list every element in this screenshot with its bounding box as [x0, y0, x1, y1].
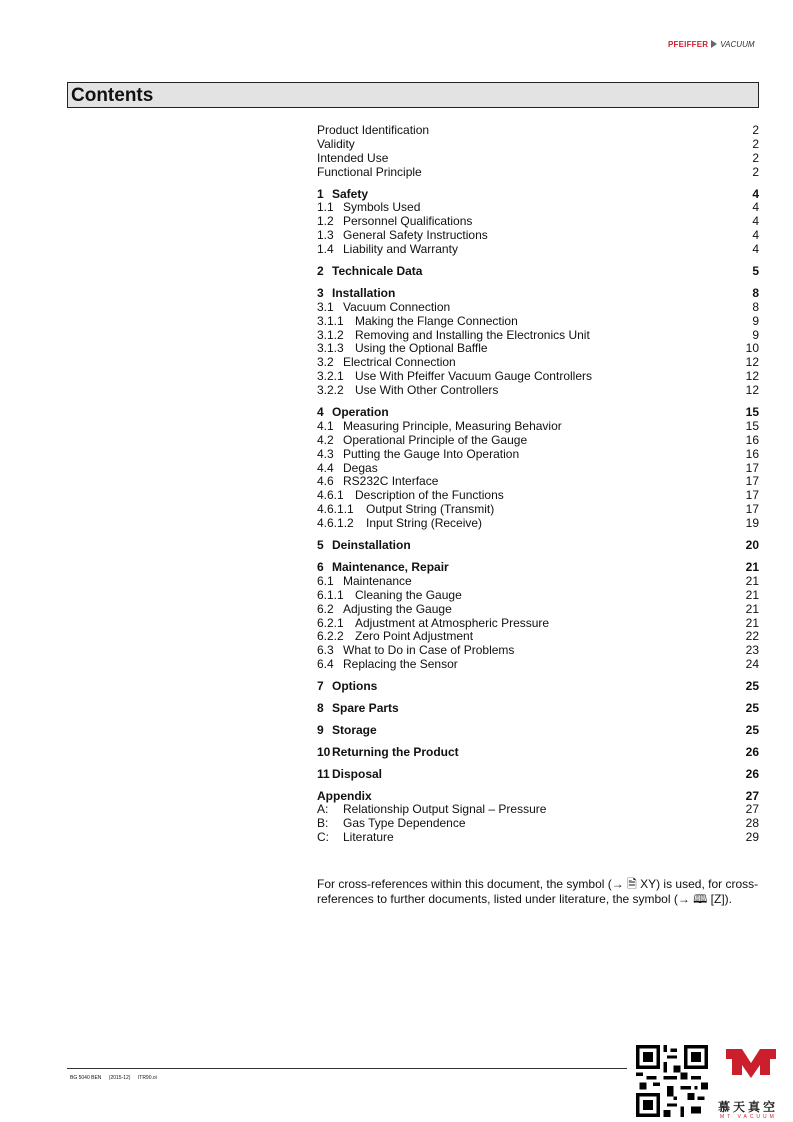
- footer-divider: [67, 1068, 627, 1069]
- toc-entry-label: RS232C Interface: [343, 474, 439, 489]
- toc-entry-page: 8: [752, 299, 759, 314]
- toc-entry[interactable]: [317, 434, 759, 448]
- toc-entry-number: 3.1.2: [317, 327, 344, 342]
- toc-entry-number: 4.6: [317, 474, 334, 489]
- pfeiffer-logo: [668, 40, 755, 49]
- toc-entry-page: 4: [752, 228, 759, 243]
- toc-entry-label: Installation: [332, 285, 396, 300]
- toc-gap: [317, 716, 759, 724]
- toc-entry[interactable]: [317, 329, 759, 343]
- toc-entry-label: Liability and Warranty: [343, 242, 458, 257]
- toc-entry-number: 5: [317, 538, 324, 553]
- page-title: Contents: [71, 85, 154, 106]
- page-title-bar: [67, 82, 759, 108]
- toc-entry[interactable]: [317, 603, 759, 617]
- cross-reference-note: For cross-references within this document, the symbol (→ 🗎 XY) is used, for cross-references to further documents, listed under literature, the symbol (→ 🕮 [Z]).: [317, 877, 759, 906]
- toc-entry-label: Using the Optional Baffle: [355, 341, 488, 356]
- toc-entry-page: 17: [745, 488, 759, 503]
- toc-entry-label: Adjusting the Gauge: [343, 601, 452, 616]
- toc-entry-page: 27: [745, 802, 759, 817]
- toc-entry-number: 4: [317, 405, 324, 420]
- toc-entry-page: 15: [745, 405, 759, 420]
- toc-entry-number: 3: [317, 285, 324, 300]
- toc-entry-page: 20: [745, 538, 759, 553]
- toc-entry-number: 4.6.1: [317, 488, 344, 503]
- toc-entry-number: 4.4: [317, 460, 334, 475]
- toc-entry-page: 2: [752, 136, 759, 151]
- toc-entry-label: Vacuum Connection: [343, 299, 451, 314]
- toc-entry-page: 21: [745, 601, 759, 616]
- toc-entry-number: 4.1: [317, 418, 334, 433]
- toc-entry-number: 3.1.3: [317, 341, 344, 356]
- toc-entry-page: 8: [752, 285, 759, 300]
- toc-entry[interactable]: [317, 448, 759, 462]
- toc-entry-page: 9: [752, 327, 759, 342]
- toc-entry[interactable]: [317, 803, 759, 817]
- toc-entry[interactable]: [317, 790, 759, 804]
- toc-entry[interactable]: [317, 188, 759, 202]
- toc-entry-label: Functional Principle: [317, 164, 422, 179]
- toc-entry-number: 4.6.1.2: [317, 516, 354, 531]
- toc-entry-label: Personnel Qualifications: [343, 214, 473, 229]
- toc-entry-label: Storage: [332, 722, 377, 737]
- toc-entry-number: 1.1: [317, 200, 334, 215]
- toc-entry-number: 10: [317, 744, 331, 759]
- logo-arrow-icon: [711, 40, 717, 48]
- toc-entry-label: Safety: [332, 186, 369, 201]
- brand-sub: VACUUM: [720, 40, 755, 49]
- toc-entry[interactable]: [317, 406, 759, 420]
- toc-entry-number: 6.1: [317, 573, 334, 588]
- toc-entry-number: C:: [317, 830, 329, 845]
- toc-entry-page: 17: [745, 460, 759, 475]
- toc-entry-page: 4: [752, 200, 759, 215]
- toc-entry[interactable]: [317, 342, 759, 356]
- toc-entry-number: 6.2: [317, 601, 334, 616]
- toc-entry[interactable]: [317, 215, 759, 229]
- toc-entry-number: 3.2.1: [317, 369, 344, 384]
- toc-entry-page: 29: [745, 830, 759, 845]
- toc-entry[interactable]: [317, 420, 759, 434]
- toc-entry-label: Zero Point Adjustment: [355, 629, 474, 644]
- toc-entry-page: 4: [752, 214, 759, 229]
- toc-entry[interactable]: [317, 124, 759, 138]
- toc-entry-label: Putting the Gauge Into Operation: [343, 446, 520, 461]
- toc-entry-page: 19: [745, 516, 759, 531]
- toc-entry-number: 3.2: [317, 355, 334, 370]
- toc-entry[interactable]: [317, 702, 759, 716]
- toc-entry-label: Intended Use: [317, 150, 389, 165]
- toc-entry-label: Electrical Connection: [343, 355, 456, 370]
- toc-entry-label: Operational Principle of the Gauge: [343, 432, 528, 447]
- toc-entry-number: 6.2.2: [317, 629, 344, 644]
- toc-entry-page: 15: [745, 418, 759, 433]
- toc-entry[interactable]: [317, 287, 759, 301]
- toc-entry-label: Degas: [343, 460, 378, 475]
- toc-entry[interactable]: [317, 370, 759, 384]
- toc-entry-label: Description of the Functions: [355, 488, 504, 503]
- toc-gap: [317, 760, 759, 768]
- toc-entry-page: 21: [745, 573, 759, 588]
- toc-entry[interactable]: [317, 384, 759, 398]
- toc-entry-number: 2: [317, 264, 324, 279]
- toc-entry-page: 26: [745, 744, 759, 759]
- toc-entry[interactable]: [317, 265, 759, 279]
- table-of-contents: [317, 124, 759, 845]
- qr-code-icon: [636, 1045, 708, 1117]
- toc-entry-page: 4: [752, 186, 759, 201]
- toc-entry-page: 9: [752, 313, 759, 328]
- toc-entry-page: 16: [745, 446, 759, 461]
- toc-entry-page: 12: [745, 383, 759, 398]
- toc-gap: [317, 782, 759, 790]
- toc-entry-label: Appendix: [317, 788, 372, 803]
- toc-entry[interactable]: [317, 152, 759, 166]
- toc-entry-label: General Safety Instructions: [343, 228, 488, 243]
- toc-entry[interactable]: [317, 201, 759, 215]
- toc-entry-page: 2: [752, 164, 759, 179]
- toc-entry-label: Measuring Principle, Measuring Behavior: [343, 418, 562, 433]
- toc-entry-number: 1: [317, 186, 324, 201]
- toc-entry-number: 4.2: [317, 432, 334, 447]
- toc-entry[interactable]: [317, 539, 759, 553]
- toc-entry-label: Symbols Used: [343, 200, 421, 215]
- toc-entry[interactable]: [317, 243, 759, 257]
- toc-entry-number: 9: [317, 722, 324, 737]
- toc-entry-number: 1.4: [317, 242, 334, 257]
- toc-entry-page: 17: [745, 502, 759, 517]
- toc-entry-page: 21: [745, 559, 759, 574]
- toc-entry-page: 25: [745, 679, 759, 694]
- footer-doc-id: BG 5040 BEN: [70, 1075, 102, 1081]
- footer-date: (2015-12): [108, 1075, 131, 1081]
- toc-entry-label: What to Do in Case of Problems: [343, 643, 515, 658]
- toc-entry-page: 2: [752, 123, 759, 137]
- toc-entry-number: 6.3: [317, 643, 334, 658]
- toc-entry[interactable]: [317, 630, 759, 644]
- toc-entry-number: 11: [317, 766, 330, 781]
- toc-entry-label: Removing and Installing the Electronics Unit: [355, 327, 590, 342]
- toc-entry-number: 3.1: [317, 299, 334, 314]
- toc-entry-number: 7: [317, 679, 324, 694]
- toc-entry-label: Adjustment at Atmospheric Pressure: [355, 615, 550, 630]
- toc-entry-page: 17: [745, 474, 759, 489]
- toc-entry[interactable]: [317, 680, 759, 694]
- toc-gap: [317, 180, 759, 188]
- toc-entry-page: 25: [745, 700, 759, 715]
- toc-entry-number: 6.4: [317, 657, 334, 672]
- toc-entry[interactable]: [317, 768, 759, 782]
- toc-entry-label: Gas Type Dependence: [343, 816, 466, 831]
- toc-entry-page: 5: [752, 264, 759, 279]
- toc-entry-label: Making the Flange Connection: [355, 313, 518, 328]
- toc-entry-label: Disposal: [332, 766, 383, 781]
- toc-entry-label: Input String (Receive): [366, 516, 483, 531]
- toc-entry-page: 27: [745, 788, 759, 803]
- toc-entry-label: Returning the Product: [332, 744, 459, 759]
- toc-entry[interactable]: [317, 831, 759, 845]
- toc-entry[interactable]: [317, 817, 759, 831]
- toc-entry-label: Spare Parts: [332, 700, 399, 715]
- toc-entry-number: 3.2.2: [317, 383, 344, 398]
- footer: [70, 1075, 163, 1081]
- toc-entry[interactable]: [317, 356, 759, 370]
- toc-entry-page: 2: [752, 150, 759, 165]
- toc-entry[interactable]: [317, 517, 759, 531]
- toc-entry-page: 24: [745, 657, 759, 672]
- toc-entry-page: 22: [745, 629, 759, 644]
- toc-entry[interactable]: [317, 644, 759, 658]
- toc-entry-number: 8: [317, 700, 324, 715]
- toc-entry-label: Maintenance, Repair: [332, 559, 449, 574]
- toc-entry-number: 6.1.1: [317, 587, 344, 602]
- toc-entry-label: Technicale Data: [332, 264, 423, 279]
- toc-entry-number: B:: [317, 816, 329, 831]
- toc-entry-label: Literature: [343, 830, 394, 845]
- toc-entry-label: Product Identification: [317, 123, 430, 137]
- toc-entry-page: 21: [745, 615, 759, 630]
- toc-entry-label: Relationship Output Signal – Pressure: [343, 802, 547, 817]
- toc-entry-page: 4: [752, 242, 759, 257]
- toc-entry-label: Use With Pfeiffer Vacuum Gauge Controllers: [355, 369, 592, 384]
- toc-entry[interactable]: [317, 724, 759, 738]
- toc-entry[interactable]: [317, 561, 759, 575]
- toc-entry-label: Maintenance: [343, 573, 412, 588]
- toc-entry-number: 4.6.1.1: [317, 502, 354, 517]
- toc-entry[interactable]: [317, 166, 759, 180]
- toc-entry-label: Validity: [317, 136, 355, 151]
- toc-entry[interactable]: [317, 617, 759, 631]
- toc-entry-label: Operation: [332, 405, 389, 420]
- toc-entry[interactable]: [317, 138, 759, 152]
- toc-entry[interactable]: [317, 503, 759, 517]
- toc-entry[interactable]: [317, 489, 759, 503]
- toc-entry-page: 21: [745, 587, 759, 602]
- toc-gap: [317, 672, 759, 680]
- toc-entry-label: Replacing the Sensor: [343, 657, 458, 672]
- toc-entry[interactable]: [317, 229, 759, 243]
- toc-entry[interactable]: [317, 575, 759, 589]
- toc-entry-label: Output String (Transmit): [366, 502, 495, 517]
- toc-entry[interactable]: [317, 315, 759, 329]
- toc-entry-page: 25: [745, 722, 759, 737]
- toc-entry-label: Deinstallation: [332, 538, 411, 553]
- toc-entry-number: 4.3: [317, 446, 334, 461]
- mt-english-name: MT VACUUM: [720, 1114, 777, 1120]
- toc-entry-page: 10: [745, 341, 759, 356]
- toc-entry-page: 23: [745, 643, 759, 658]
- toc-entry-number: 6.2.1: [317, 615, 344, 630]
- mt-chinese-name: 慕天真空: [718, 1100, 779, 1114]
- toc-entry-number: 6: [317, 559, 324, 574]
- toc-entry-page: 28: [745, 816, 759, 831]
- toc-entry-number: 1.3: [317, 228, 334, 243]
- toc-entry-number: A:: [317, 802, 329, 817]
- toc-entry-number: 3.1.1: [317, 313, 344, 328]
- toc-entry-page: 26: [745, 766, 759, 781]
- toc-entry-label: Use With Other Controllers: [355, 383, 499, 398]
- toc-entry-page: 16: [745, 432, 759, 447]
- toc-entry[interactable]: [317, 658, 759, 672]
- brand-name: PFEIFFER: [668, 40, 709, 49]
- toc-entry-page: 12: [745, 355, 759, 370]
- toc-entry[interactable]: [317, 462, 759, 476]
- toc-entry-label: Options: [332, 679, 378, 694]
- toc-entry[interactable]: [317, 475, 759, 489]
- toc-entry[interactable]: [317, 301, 759, 315]
- footer-file: ITR90.oi: [137, 1075, 157, 1081]
- toc-entry[interactable]: [317, 589, 759, 603]
- toc-entry-page: 12: [745, 369, 759, 384]
- toc-entry-label: Cleaning the Gauge: [355, 587, 462, 602]
- toc-entry[interactable]: [317, 746, 759, 760]
- toc-entry-number: 1.2: [317, 214, 334, 229]
